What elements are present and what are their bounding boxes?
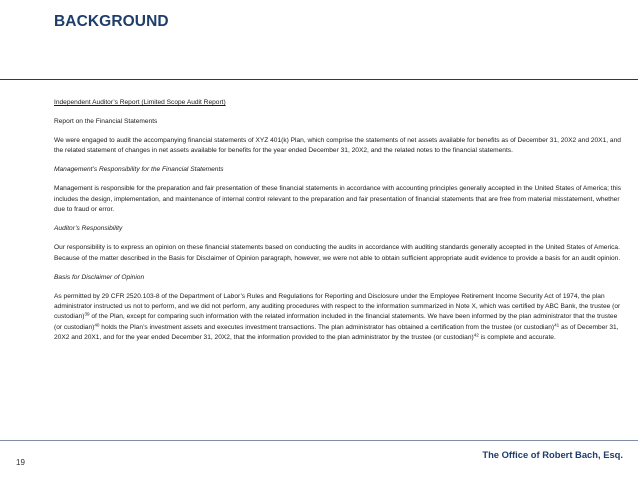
- basis-text-3: holds the Plan’s investment assets and executes investment transactions. The plan administrator has obtained a certification from the trustee (or custodian): [99, 323, 555, 331]
- section-auditor-responsibility: Auditor’s Responsibility: [54, 225, 123, 233]
- page-number: 19: [16, 458, 25, 467]
- section-basis-disclaimer: Basis for Disclaimer of Opinion: [54, 273, 145, 281]
- paragraph-management: Management is responsible for the preparation and fair presentation of these financial statements in accordance with accounting principles generally accepted in the United States of America; this includes the design, implementation, and maintenance of internal control relevant to the preparation and fair presentation of financial statements that are free from material misstatement, whether due to fraud or error.: [54, 185, 622, 214]
- footnote-ref-41: 41: [554, 322, 560, 328]
- basis-text-4: as of December 31, 20X2 and 20X1, and for the year ended December 31, 20X2, that the information provided to the plan administrator by the trustee (or custodian): [54, 323, 619, 342]
- section-financial-statements: Report on the Financial Statements: [54, 118, 158, 125]
- basis-text-2: of the Plan, except for comparing such information with the related information included in the financial statements. We have been informed by the plan administrator that the trustee (or custodian): [54, 313, 618, 331]
- basis-text-5: is complete and accurate.: [478, 334, 556, 342]
- report-heading: Independent Auditor’s Report (Limited Scope Audit Report): [54, 99, 226, 106]
- section-management-responsibility: Management’s Responsibility for the Financial Statements: [54, 166, 224, 174]
- footer-divider: [0, 440, 638, 441]
- basis-text-1: As permitted by 29 CFR 2520.103-8 of the Department of Labor’s Rules and Regulations for Reporting and Disclosure under the Employee Retirement Income Security Act of 1974, the plan administrator instructed us not to perform, and we did not perform, any auditing procedures with respect to the information summarized in Note X, which was certified by ABC Bank, the trustee (or custodian): [54, 292, 621, 321]
- footer-firm-name: The Office of Robert Bach, Esq.: [482, 449, 623, 460]
- header-divider: [0, 79, 638, 80]
- paragraph-auditor: Our responsibility is to express an opinion on these financial statements based on conducting the audits in accordance with auditing standards generally accepted in the United States of America. Because of the matter described in the Basis for Disclaimer of Opinion paragraph, however, we were not able to obtain sufficient appropriate audit evidence to provide a basis for an audit opinion.: [54, 244, 621, 262]
- paragraph-basis: [54, 292, 624, 344]
- footnote-ref-42: 42: [473, 332, 479, 338]
- footnote-ref-39: 39: [84, 311, 90, 317]
- report-body: [54, 98, 624, 352]
- footnote-ref-40: 40: [94, 322, 100, 328]
- page-title: BACKGROUND: [54, 13, 169, 30]
- paragraph-engagement: We were engaged to audit the accompanying financial statements of XYZ 401(k) Plan, which comprise the statements of net assets available for benefits as of December 31, 20X2 and 20X1, and the related statement of changes in net assets available for benefits for the year ended December 31, 20X2, and the related notes to the financial statements.: [54, 137, 621, 155]
